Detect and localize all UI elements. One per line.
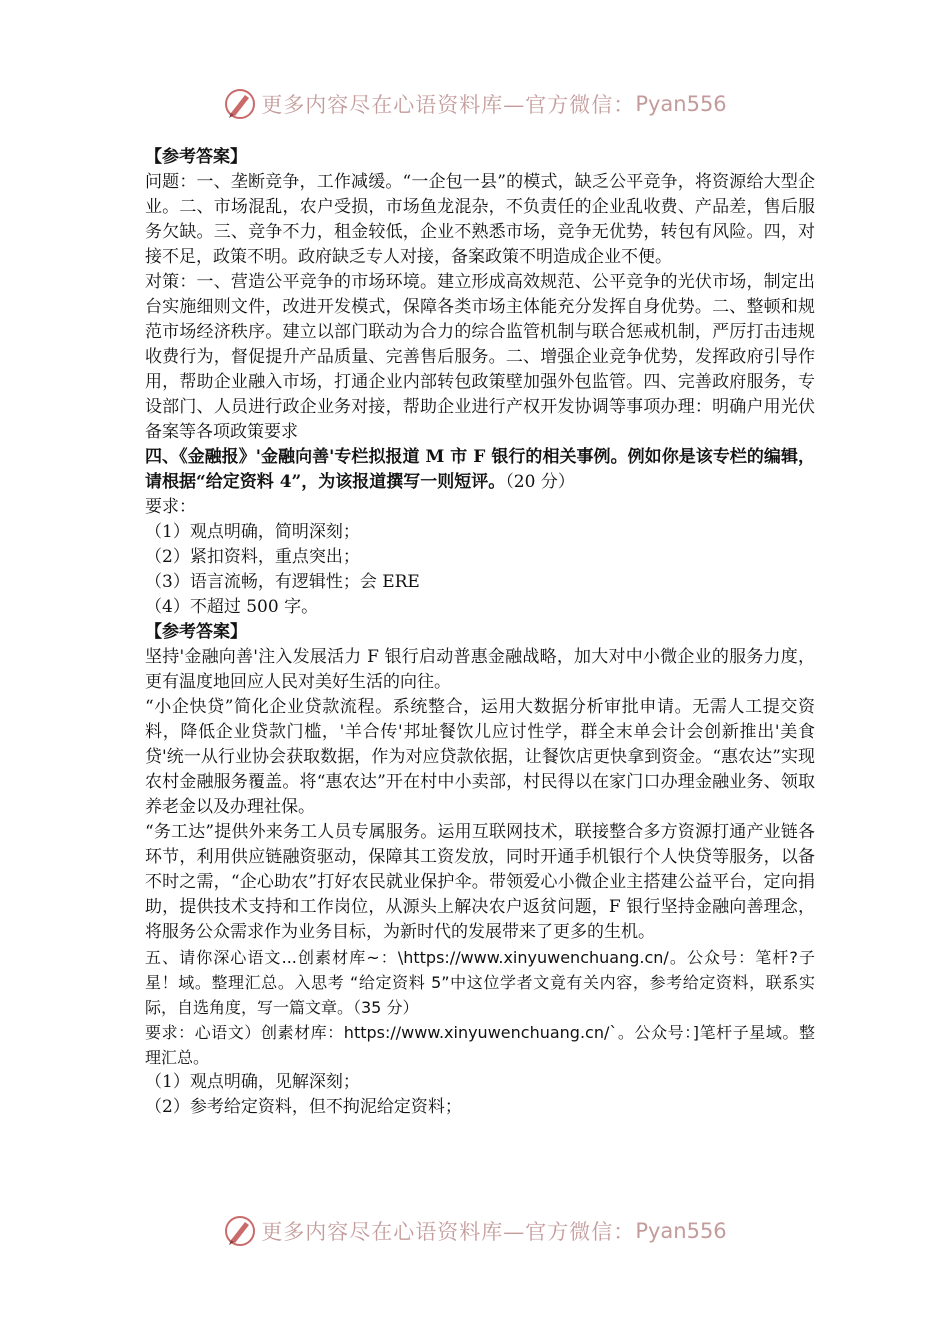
requirement-item: （4）不超过 500 字。: [145, 597, 319, 617]
question-four-score: （20 分）: [505, 472, 575, 492]
commentary-paragraph: “小企快贷”简化企业贷款流程。系统整合，运用大数据分析审批申请。无需人工提交资料，降低企业贷款门槛，'羊合传'邦址餐饮儿应讨性学，群全末单会计会创新推出'美食贷'统一从行业协会获取数据，作为对应贷款依据，让餐饮店更快拿到资金。“惠农达”实现农村金融服务覆盖。将“惠农达”开在村中小卖部，村民得以在家门口办理金融业务、领取养老金以及办理社保。: [145, 697, 815, 817]
pen-logo-icon: [223, 87, 257, 121]
requirement-item: （3）语言流畅，有逻辑性；会 ERE: [145, 572, 420, 592]
requirement-item: （2）紧扣资料，重点突出；: [145, 547, 360, 567]
commentary-paragraph: 坚持'金融向善'注入发展活力 F 银行启动普惠金融战略，加大对中小微企业的服务力度，更有温度地回应人民对美好生活的向往。: [145, 647, 815, 692]
header-banner: [0, 84, 950, 124]
requirements-label: 要求：: [145, 497, 196, 517]
requirement-item: （2）参考给定资料，但不拘泥给定资料；: [145, 1097, 462, 1117]
footer-banner: [0, 1211, 950, 1251]
question-five-requirements: 要求：心语文）创素材库：https://www.xinyuwenchuang.cn/`。公众号：]笔杆子星域。整理汇总。: [145, 1023, 815, 1067]
requirement-item: （1）观点明确，见解深刻；: [145, 1072, 360, 1092]
requirement-item: （1）观点明确，简明深刻；: [145, 522, 360, 542]
reference-answer-heading: 【参考答案】: [145, 147, 247, 167]
document-body: [145, 145, 815, 1120]
banner-wechat-id: Pyan556: [635, 1219, 727, 1243]
question-four: [145, 445, 815, 495]
banner-wechat-id: Pyan556: [635, 92, 727, 116]
banner-text: 更多内容尽在心语资料库—官方微信：: [261, 1220, 636, 1244]
answer-measures-paragraph: 对策：一、营造公平竞争的市场环境。建立形成高效规范、公平竞争的光伏市场，制定出台实施细则文件，改进开发模式，保障各类市场主体能充分发挥自身优势。二、整顿和规范市场经济秩序。建立以部门联动为合力的综合监管机制与联合惩戒机制，严厉打击违规收费行为，督促提升产品质量、完善售后服务。二、增强企业竞争优势，发挥政府引导作用，帮助企业融入市场，打通企业内部转包政策壁加强外包监管。四、完善政府服务，专设部门、人员进行政企业务对接，帮助企业进行产权开发协调等事项办理：明确户用光伏备案等各项政策要求: [145, 272, 815, 442]
banner-text: 更多内容尽在心语资料库—官方微信：: [261, 93, 636, 117]
commentary-paragraph: “务工达”提供外来务工人员专属服务。运用互联网技术，联接整合多方资源打通产业链各环节，利用供应链融资驱动，保障其工资发放，同时开通手机银行个人快贷等服务，以备不时之需，“企心助农”打好农民就业保护伞。带领爱心小微企业主搭建公益平台，定向捐助，提供技术支持和工作岗位，从源头上解决农户返贫问题，F 银行坚持金融向善理念，将服务公众需求作为业务目标，为新时代的发展带来了更多的生机。: [145, 822, 815, 942]
answer-problems-paragraph: 问题：一、垄断竞争，工作减缓。“一企包一县”的模式，缺乏公平竞争，将资源给大型企业。二、市场混乱，农户受损，市场鱼龙混杂，不负责任的企业乱收费、产品差，售后服务欠缺。三、竞争不力，租金较低，企业不熟悉市场，竞争无优势，转包有风险。四，对接不足，政策不明。政府缺乏专人对接，备案政策不明造成企业不便。: [145, 172, 815, 267]
question-five: 五、请你深心语文...创素材库~：\https://www.xinyuwenchuang.cn/。公众号：笔杆?子星！域。整理汇总。入思考 “给定资料 5”中这位学者文竟有关内容，参考给定资料，联系实际，自选角度，写一篇文章。（35 分）: [145, 948, 815, 1017]
question-four-text: 四、《金融报》'金融向善'专栏拟报道 M 市 F 银行的相关事例。例如你是该专栏的编辑，请根据“给定资料 4”，为该报道撰写一则短评。: [145, 447, 815, 492]
reference-answer-heading: 【参考答案】: [145, 622, 247, 642]
pen-logo-icon: [223, 1214, 257, 1248]
